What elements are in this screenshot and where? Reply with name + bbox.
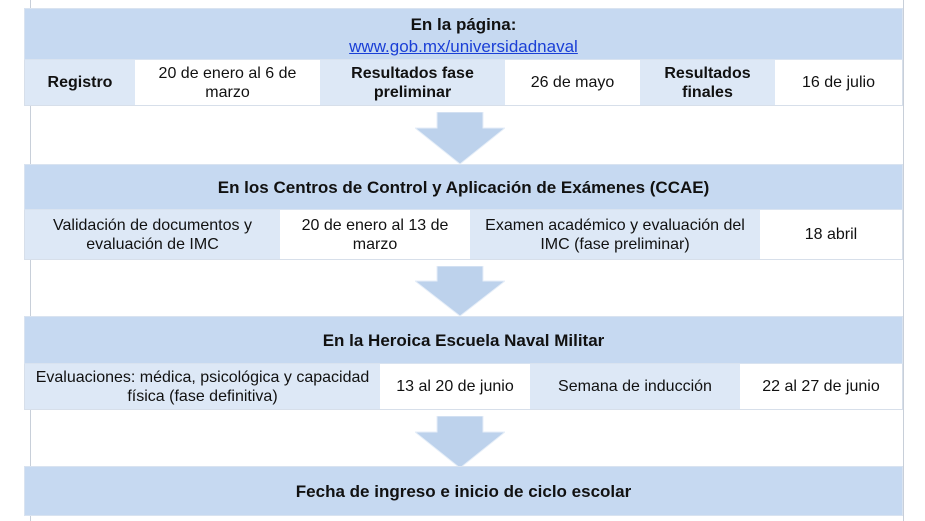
- section-ingreso-title: Fecha de ingreso e inicio de ciclo escolar: [295, 482, 632, 501]
- cell-examen-fecha: 18 abril: [760, 210, 902, 259]
- section-heroica: [24, 316, 903, 410]
- cell-evaluaciones-fecha: 13 al 20 de junio: [380, 364, 530, 409]
- section-heroica-title: En la Heroica Escuela Naval Militar: [322, 331, 605, 350]
- arrow-down-icon: [415, 112, 505, 164]
- cell-resultados-preliminar: Resultados fase preliminar: [320, 60, 505, 105]
- section-ingreso-header: [24, 466, 903, 516]
- universidadnaval-link[interactable]: www.gob.mx/universidadnaval: [349, 37, 578, 56]
- cell-validacion: Validación de documentos y evaluación de IMC: [25, 210, 280, 259]
- cell-preliminar-fecha: 26 de mayo: [505, 60, 640, 105]
- cell-registro: Registro: [25, 60, 135, 105]
- arrow-down-icon: [415, 416, 505, 468]
- cell-finales-fecha: 16 de julio: [775, 60, 902, 105]
- arrow-down-icon: [415, 266, 505, 316]
- section-heroica-row: [24, 364, 903, 410]
- section-pagina-row: [24, 60, 903, 106]
- cell-evaluaciones: Evaluaciones: médica, psicológica y capacidad física (fase definitiva): [25, 364, 380, 409]
- section-ccae-title: En los Centros de Control y Aplicación de Exámenes (CCAE): [217, 178, 710, 197]
- section-pagina-header: [24, 8, 903, 60]
- section-ccae-header: [24, 164, 903, 210]
- section-ingreso: [24, 466, 903, 516]
- section-pagina: [24, 8, 903, 106]
- cell-registro-fecha: 20 de enero al 6 de marzo: [135, 60, 320, 105]
- cell-examen: Examen académico y evaluación del IMC (fase preliminar): [470, 210, 760, 259]
- cell-validacion-fecha: 20 de enero al 13 de marzo: [280, 210, 470, 259]
- section-ccae: [24, 164, 903, 260]
- cell-resultados-finales: Resultados finales: [640, 60, 775, 105]
- cell-induccion: Semana de inducción: [530, 364, 740, 409]
- section-pagina-title: En la página:: [410, 15, 517, 34]
- cell-induccion-fecha: 22 al 27 de junio: [740, 364, 902, 409]
- section-heroica-header: [24, 316, 903, 364]
- section-ccae-row: [24, 210, 903, 260]
